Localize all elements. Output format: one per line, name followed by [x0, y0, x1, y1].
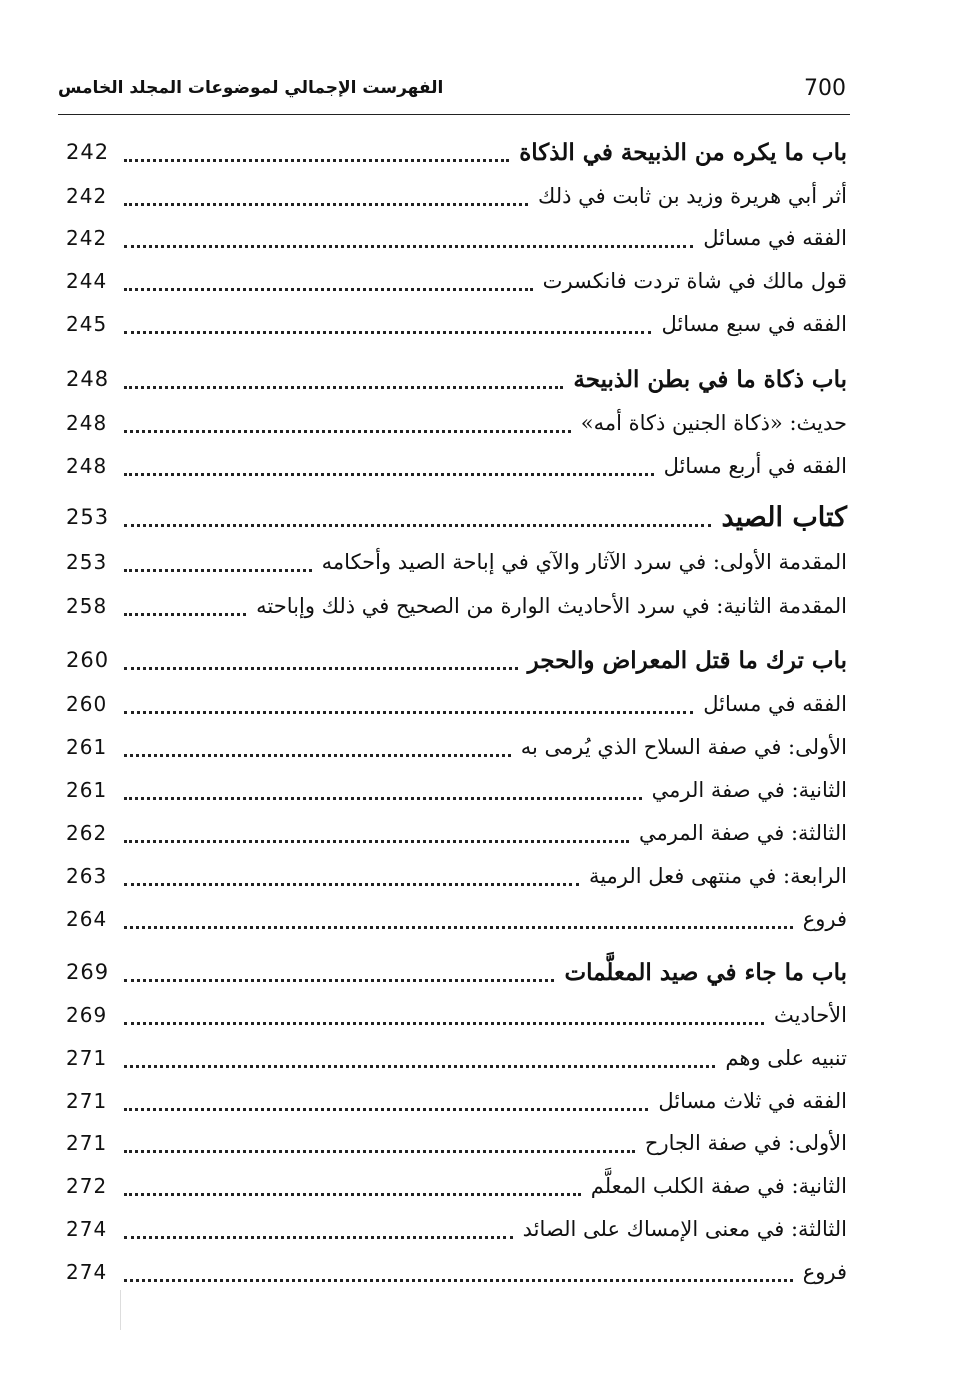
dot-leader — [124, 1279, 793, 1282]
toc-entry-page: 264 — [66, 907, 108, 931]
scan-margin-line — [120, 1290, 121, 1330]
toc-entry-page: 242 — [66, 226, 108, 250]
toc-entry-page: 245 — [66, 312, 108, 336]
toc-entry — [66, 899, 847, 939]
toc-entry — [66, 1123, 847, 1163]
toc-entry — [66, 1209, 847, 1249]
toc-entry — [66, 261, 847, 301]
toc-entry-page: 242 — [66, 184, 108, 208]
toc-entry — [66, 727, 847, 767]
dot-leader — [124, 473, 654, 476]
dot-leader — [124, 159, 509, 162]
toc-entry — [66, 446, 847, 486]
toc-entry — [66, 542, 847, 582]
toc-entry-page: 260 — [66, 648, 110, 672]
toc-book-heading — [66, 497, 847, 537]
toc-entry-page: 274 — [66, 1217, 108, 1241]
toc-entry-page: 260 — [66, 692, 108, 716]
toc-entry — [66, 586, 847, 626]
dot-leader — [124, 245, 693, 248]
dot-leader — [124, 613, 246, 616]
dot-leader — [124, 569, 312, 572]
toc-entry-page: 248 — [66, 411, 108, 435]
toc-entry-title: قول مالك في شاة تردت فانكسرت — [542, 269, 847, 293]
toc-entry — [66, 684, 847, 724]
toc-entry-page: 272 — [66, 1174, 108, 1198]
toc-entry-page: 261 — [66, 735, 108, 759]
toc-entry-title: الأولى: في صفة السلاح الذي يُرمى به — [520, 735, 847, 759]
dot-leader — [124, 883, 579, 886]
toc-entry-title: الفقه في سبع مسائل — [661, 312, 847, 336]
dot-leader — [124, 524, 711, 527]
toc-entry-title: الفقه في مسائل — [703, 692, 847, 716]
toc-entry — [66, 176, 847, 216]
toc-entry — [66, 1038, 847, 1078]
dot-leader — [124, 926, 793, 929]
dot-leader — [124, 1108, 648, 1111]
toc-entry — [66, 995, 847, 1035]
toc-section-heading — [66, 359, 847, 399]
toc-entry-title: الأولى: في صفة الجارح — [644, 1131, 847, 1155]
toc-entry-page: 253 — [66, 550, 108, 574]
toc-entry-page: 271 — [66, 1089, 108, 1113]
dot-leader — [124, 331, 651, 334]
dot-leader — [124, 840, 629, 843]
toc-entry-page: 248 — [66, 454, 108, 478]
toc-entry-page: 269 — [66, 960, 110, 984]
toc-entry-title: الثالثة: في صفة المرمي — [638, 821, 847, 845]
toc-entry — [66, 403, 847, 443]
toc-entry-title: الثانية: في صفة الكلب المعلَّم — [590, 1174, 847, 1198]
toc-entry-title: كتاب الصيد — [721, 501, 847, 533]
toc-entry-title: تنبيه على وهم — [725, 1046, 847, 1070]
toc-entry-title: فروع — [802, 1260, 847, 1284]
toc-entry-page: 261 — [66, 778, 108, 802]
toc-entry — [66, 856, 847, 896]
toc-entry-page: 271 — [66, 1131, 108, 1155]
toc-entry-title: الثالثة: في معنى الإمساك على الصائد — [522, 1217, 847, 1241]
toc-entry-title: الثانية: في صفة الرمي — [651, 778, 847, 802]
dot-leader — [124, 1150, 635, 1153]
dot-leader — [124, 203, 528, 206]
dot-leader — [124, 754, 511, 757]
toc-entry-title: باب ترك ما قتل المعراض والحجر — [527, 646, 847, 674]
toc-entry — [66, 1166, 847, 1206]
toc-entry-page: 271 — [66, 1046, 108, 1070]
toc-entry-title: فروع — [802, 907, 847, 931]
toc-entry-title: حديث: «ذكاة الجنين ذكاة أمه» — [580, 411, 847, 435]
toc-entry-page: 274 — [66, 1260, 108, 1284]
toc-entry-title: الفقه في مسائل — [703, 226, 847, 250]
toc-entry-title: باب ما جاء في صيد المعلَّمات — [564, 958, 847, 986]
dot-leader — [124, 1193, 581, 1196]
dot-leader — [124, 711, 693, 714]
toc-entry-title: أثر أبي هريرة وزيد بن ثابت في ذلك — [538, 184, 847, 208]
toc-entry-page: 253 — [66, 505, 110, 529]
toc-entry — [66, 1081, 847, 1121]
toc-entry — [66, 304, 847, 344]
toc-section-heading — [66, 132, 847, 172]
page-number: 700 — [804, 76, 846, 101]
toc-entry-page: 269 — [66, 1003, 108, 1027]
dot-leader — [124, 979, 554, 982]
toc-entry — [66, 218, 847, 258]
dot-leader — [124, 1065, 715, 1068]
toc-entry — [66, 1252, 847, 1292]
dot-leader — [124, 1022, 764, 1025]
dot-leader — [124, 667, 518, 670]
toc-entry-page: 244 — [66, 269, 108, 293]
toc-entry-page: 242 — [66, 140, 110, 164]
toc-entry-page: 263 — [66, 864, 108, 888]
toc-entry-title: باب ذكاة ما في بطن الذبيحة — [573, 365, 847, 393]
toc-entry-title: الأحاديث — [773, 1003, 847, 1027]
toc-entry-title: المقدمة الثانية: في سرد الأحاديث الوارة من الصحيح في ذلك وإباحته — [256, 594, 847, 618]
dot-leader — [124, 386, 563, 389]
toc-entry-title: باب ما يكره من الذبيحة في الذكاة — [519, 138, 847, 166]
toc-entry-page: 258 — [66, 594, 108, 618]
toc-entry-title: الرابعة: في منتهى فعل الرمية — [588, 864, 847, 888]
toc-entry-page: 262 — [66, 821, 108, 845]
toc-entry-title: المقدمة الأولى: في سرد الآثار والآي في إباحة الصيد وأحكامه — [321, 550, 847, 574]
running-title: الفهرست الإجمالي لموضوعات المجلد الخامس — [58, 78, 444, 98]
toc-entry — [66, 813, 847, 853]
dot-leader — [124, 288, 533, 291]
toc-entry — [66, 770, 847, 810]
dot-leader — [124, 797, 642, 800]
toc-entry-page: 248 — [66, 367, 110, 391]
toc-section-heading — [66, 952, 847, 992]
toc-entry-title: الفقه في ثلاث مسائل — [658, 1089, 847, 1113]
dot-leader — [124, 1236, 513, 1239]
toc-section-heading — [66, 640, 847, 680]
toc-entry-title: الفقه في أربع مسائل — [663, 454, 847, 478]
dot-leader — [124, 430, 571, 433]
